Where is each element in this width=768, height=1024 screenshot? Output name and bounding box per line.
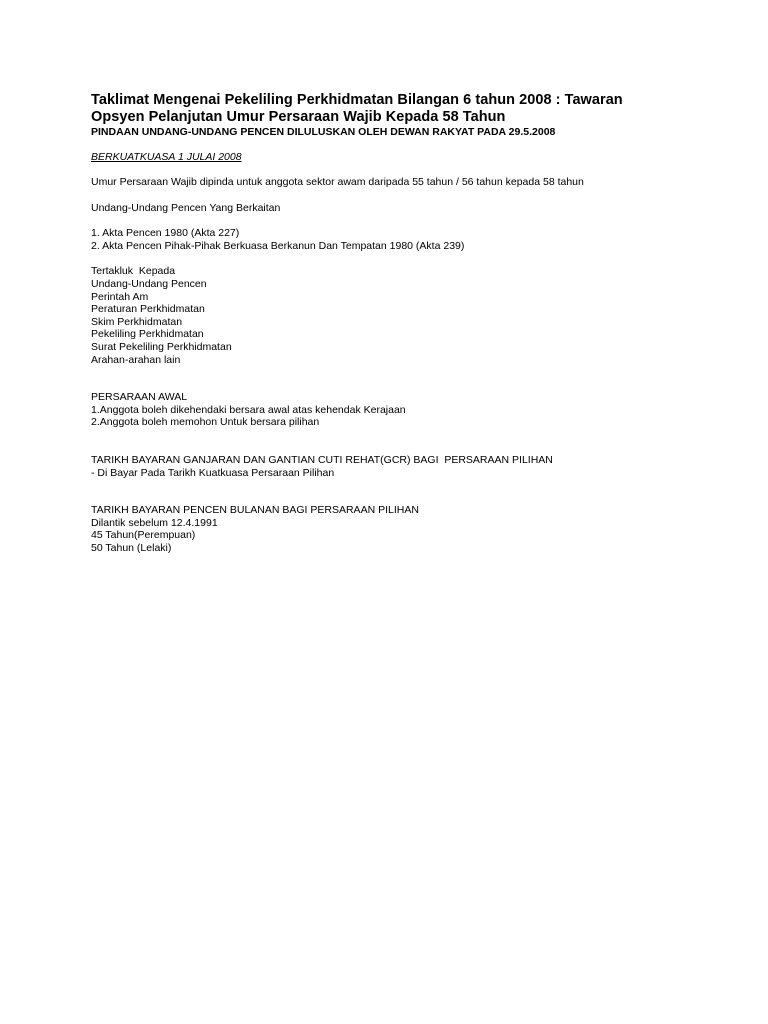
document-subtitle: PINDAAN UNDANG-UNDANG PENCEN DILULUSKAN OLEH DEWAN RAKYAT PADA 29.5.2008 [91,126,556,138]
pension-item: 45 Tahun(Perempuan) [91,529,196,542]
effective-date: BERKUATKUASA 1 JULAI 2008 [91,151,242,163]
spacer [91,429,731,454]
spacer [91,252,731,265]
subject-item: Surat Pekeliling Perkhidmatan [91,340,232,353]
document-title-line-1: Taklimat Mengenai Pekeliling Perkhidmatan Bilangan 6 tahun 2008 : Tawaran [91,92,623,108]
spacer [91,164,731,176]
subject-item: Peraturan Perkhidmatan [91,303,205,316]
laws-heading: Undang-Undang Pencen Yang Berkaitan [91,201,281,214]
spacer [91,366,731,391]
subject-item: Skim Perkhidmatan [91,315,183,328]
gcr-item: - Di Bayar Pada Tarikh Kuatkuasa Persaraan Pilihan [91,466,335,479]
intro-paragraph: Umur Persaraan Wajib dipinda untuk anggota sektor awam daripada 55 tahun / 56 tahun kepada 58 tahun [91,176,584,188]
pension-item: 50 Tahun (Lelaki) [91,541,172,554]
document-title-line-2: Opsyen Pelanjutan Umur Persaraan Wajib Kepada 58 Tahun [91,109,506,125]
spacer [91,189,731,202]
subject-heading: Tertakluk Kepada [91,265,176,278]
gcr-heading: TARIKH BAYARAN GANJARAN DAN GANTIAN CUTI REHAT(GCR) BAGI PERSARAAN PILIHAN [91,453,553,466]
subject-item: Undang-Undang Pencen [91,277,207,290]
early-retirement-heading: PERSARAAN AWAL [91,391,188,404]
subject-item: Arahan-arahan lain [91,353,181,366]
early-retirement-item: 2.Anggota boleh memohon Untuk bersara pilihan [91,416,320,429]
law-item: 1. Akta Pencen 1980 (Akta 227) [91,227,240,240]
law-item: 2. Akta Pencen Pihak-Pihak Berkuasa Berkanun Dan Tempatan 1980 (Akta 239) [91,239,465,252]
spacer [91,214,731,227]
pension-heading: TARIKH BAYARAN PENCEN BULANAN BAGI PERSARAAN PILIHAN [91,504,419,517]
spacer [91,479,731,504]
subject-item: Pekeliling Perkhidmatan [91,328,204,341]
document-page [91,92,731,554]
subject-item: Perintah Am [91,290,149,303]
early-retirement-item: 1.Anggota boleh dikehendaki bersara awal atas kehendak Kerajaan [91,403,406,416]
spacer [91,139,731,151]
pension-item: Dilantik sebelum 12.4.1991 [91,516,218,529]
